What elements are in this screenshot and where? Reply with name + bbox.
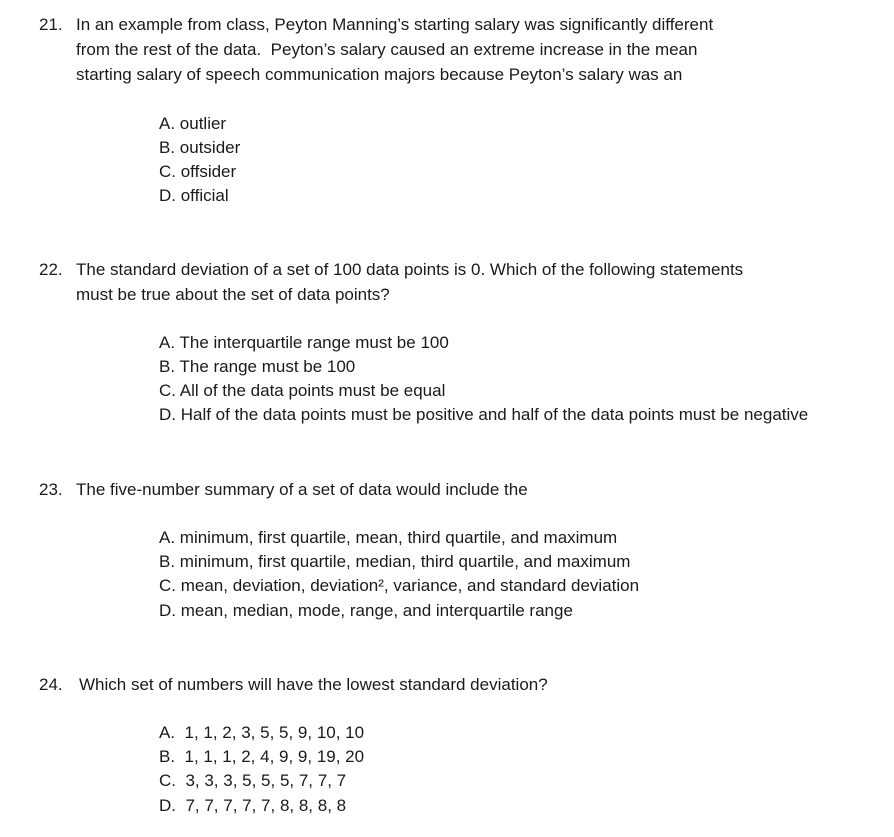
answer-choice-d[interactable]: D. official [159, 186, 229, 205]
question-text: Which set of numbers will have the lowest standard deviation? [79, 675, 548, 694]
answer-choice-c[interactable]: C. offsider [159, 162, 237, 181]
answer-choice-c[interactable]: C. mean, deviation, deviation², variance, and standard deviation [159, 576, 640, 595]
answer-choice-b[interactable]: B. outsider [159, 138, 241, 157]
answer-choice-d[interactable]: D. 7, 7, 7, 7, 7, 8, 8, 8, 8 [159, 796, 347, 815]
answer-choice-a[interactable]: A. outlier [159, 114, 227, 133]
answer-choice-a[interactable]: A. The interquartile range must be 100 [159, 333, 449, 352]
question-text: In an example from class, Peyton Manning’s starting salary was significantly different [76, 15, 714, 34]
answer-choice-b[interactable]: B. The range must be 100 [159, 357, 356, 376]
question-text: must be true about the set of data points? [76, 285, 390, 304]
answer-choice-d[interactable]: D. Half of the data points must be positive and half of the data points must be negative [159, 405, 809, 424]
answer-choice-a[interactable]: A. minimum, first quartile, mean, third quartile, and maximum [159, 528, 618, 547]
question-text: starting salary of speech communication majors because Peyton’s salary was an [76, 65, 683, 84]
question-number: 21. [39, 15, 63, 34]
question-number: 22. [39, 260, 63, 279]
answer-choice-c[interactable]: C. All of the data points must be equal [159, 381, 446, 400]
question-number: 23. [39, 480, 63, 499]
question-text: The five-number summary of a set of data would include the [76, 480, 528, 499]
question-text: The standard deviation of a set of 100 data points is 0. Which of the following statements [76, 260, 744, 279]
question-text: from the rest of the data. Peyton’s salary caused an extreme increase in the mean [76, 40, 698, 59]
answer-choice-c[interactable]: C. 3, 3, 3, 5, 5, 5, 7, 7, 7 [159, 771, 347, 790]
answer-choice-d[interactable]: D. mean, median, mode, range, and interquartile range [159, 601, 573, 620]
answer-choice-b[interactable]: B. 1, 1, 1, 2, 4, 9, 9, 19, 20 [159, 747, 365, 766]
answer-choice-b[interactable]: B. minimum, first quartile, median, third quartile, and maximum [159, 552, 631, 571]
question-number: 24. [39, 675, 63, 694]
answer-choice-a[interactable]: A. 1, 1, 2, 3, 5, 5, 9, 10, 10 [159, 723, 365, 742]
